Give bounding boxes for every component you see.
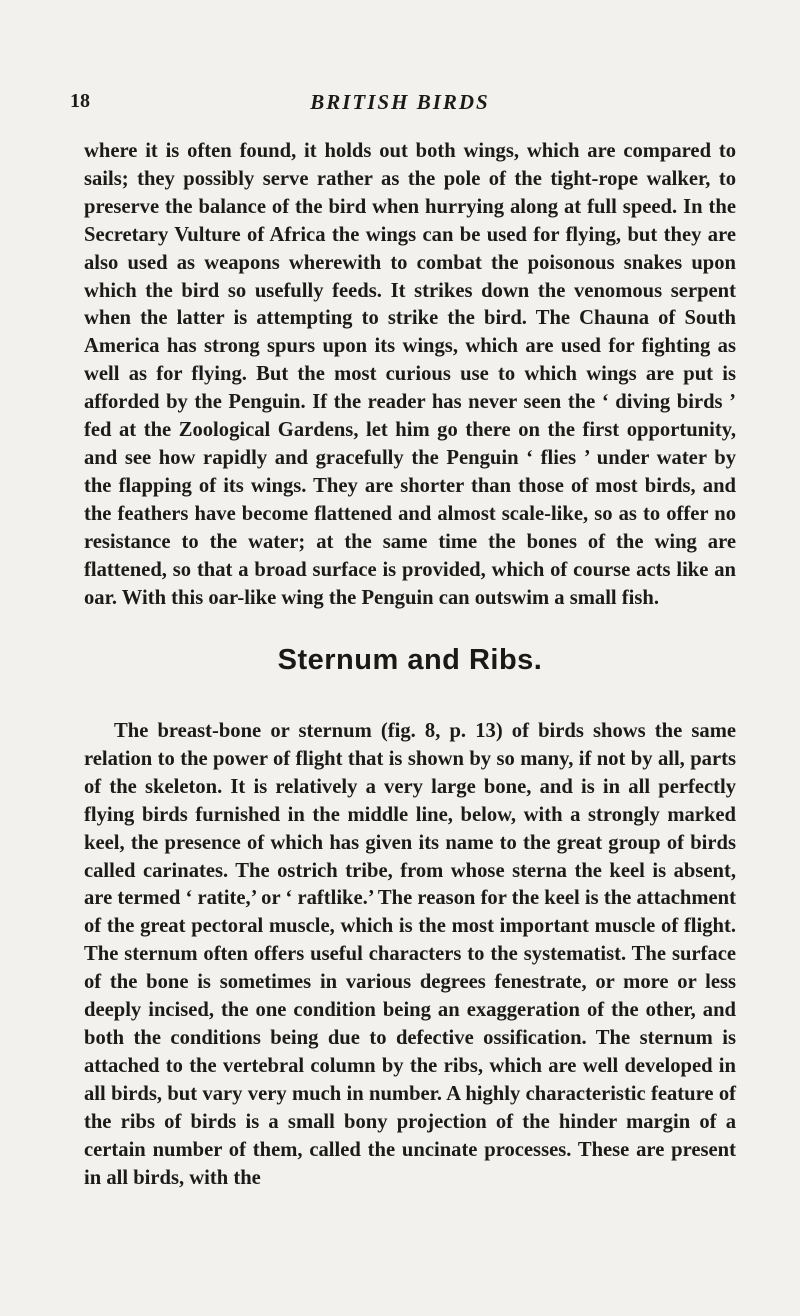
page-number: 18 bbox=[70, 90, 90, 112]
paragraph-wings: where it is often found, it holds out both wings, which are compared to sails; they possibly serve rather as the pole of the tight-rope walker, to preserve the balance of the bird when hurrying along at full speed. In the Secretary Vulture of Africa the wings can be used for flying, but they are also used as weapons wherewith to combat the poisonous snakes upon which the bird so usefully feeds. It strikes down the venomous serpent when the latter is attempting to strike the bird. The Chauna of South America has strong spurs upon its wings, which are used for fighting as well as for flying. But the most curious use to which wings are put is afforded by the Penguin. If the reader has never seen the ‘ diving birds ’ fed at the Zoological Gardens, let him go there on the first opportunity, and see how rapidly and gracefully the Penguin ‘ flies ’ under water by the flapping of its wings. They are shorter than those of most birds, and the feathers have become flattened and almost scale-like, so as to offer no resistance to the water; at the same time the bones of the wing are flattened, so that a broad surface is provided, which of course acts like an oar. With this oar-like wing the Penguin can outswim a small fish. bbox=[84, 140, 736, 609]
paragraph-sternum: The breast-bone or sternum (fig. 8, p. 13) of birds shows the same relation to the power of flight that is shown by so many, if not by all, parts of the skeleton. It is relatively a very large bone, and is in all perfectly flying birds furnished in the middle line, below, with a strongly marked keel, the presence of which has given its name to the great group of birds called carinates. The ostrich tribe, from whose sterna the keel is absent, are termed ‘ ratite,’ or ‘ raftlike.’ The reason for the keel is the attachment of the great pectoral muscle, which is the most important muscle of flight. The sternum often offers useful characters to the systematist. The surface of the bone is sometimes in various degrees fenestrate, or more or less deeply incised, the one condition being an exaggeration of the other, and both the conditions being due to defective ossification. The sternum is attached to the vertebral column by the ribs, which are well developed in all birds, but vary very much in number. A highly characteristic feature of the ribs of birds is a small bony projection of the hinder margin of a certain number of them, called the uncinate processes. These are present in all birds, with the bbox=[84, 720, 736, 1189]
running-title: BRITISH BIRDS bbox=[310, 90, 490, 114]
running-head bbox=[70, 90, 730, 120]
section-heading: Sternum and Ribs. bbox=[277, 644, 543, 676]
